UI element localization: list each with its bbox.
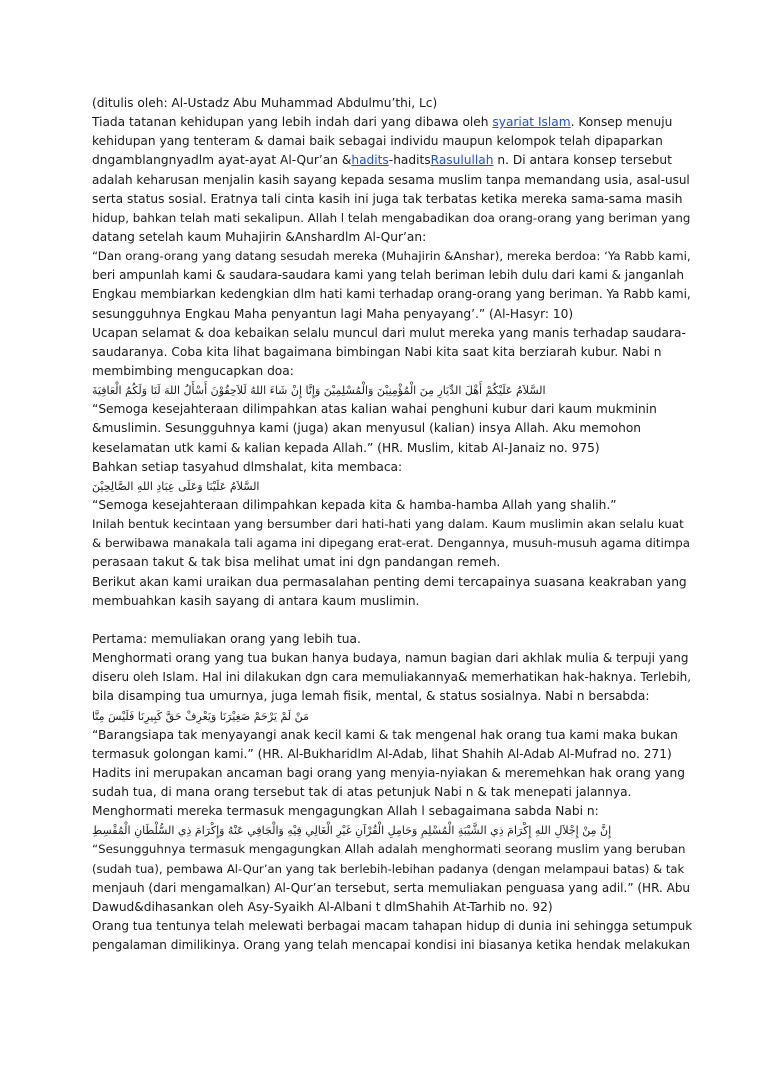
- byline: (ditulis oleh: Al-Ustadz Abu Muhammad Abdulmu’thi, Lc): [92, 96, 438, 110]
- section-heading: Pertama: memuliakan orang yang lebih tua.: [92, 631, 361, 646]
- arabic-text: [92, 477, 692, 496]
- translation-line: (sudah tua), pembawa Al-Qur’an yang tak berlebih-lebihan padanya (dengan melampaui batas) & tak: [92, 861, 685, 876]
- arabic-text: [92, 821, 692, 840]
- paragraph-line: Inilah bentuk kecintaan yang bersumber dari hati-hati yang dalam. Kaum muslimin akan selalu kuat: [92, 517, 684, 532]
- translation-line: “Semoga kesejahteraan dilimpahkan kepada kita & hamba-hamba Allah yang shalih.”: [92, 497, 617, 512]
- arabic-hadith-glorify: إِنَّ مِنْ إِجْلاَلِ اللهِ إِكْرَامَ ذِي الشَّيْبَةِ الْمُسْلِمِ وَحَامِلِ الْقُرْآنِ غَيْرِ الْغَالِي فِيْهِ وَالْجَافِي عَنْهُ وَإِكْرَامَ ذِي السُّلْطَانِ الْمُقْسِطِ: [92, 824, 612, 838]
- paragraph-line: membimbing mengucapkan doa:: [92, 363, 294, 378]
- hadits-link[interactable]: hadits: [351, 153, 389, 168]
- quote-line: beri ampunlah kami & saudara-saudara kami yang telah beriman lebih dulu dari kami & janganlah: [92, 268, 684, 283]
- quote-line: sesungguhnya Engkau Maha penyantun lagi Maha penyayang’.” (Al-Hasyr: 10): [92, 306, 574, 321]
- syariat-islam-link[interactable]: syariat Islam: [492, 115, 571, 130]
- paragraph-line: perasaan takut & tak bisa melihat umat ini dgn pandangan remeh.: [92, 555, 501, 570]
- translation-line: keselamatan utk kami & kalian kepada Allah.” (HR. Muslim, kitab Al-Janaiz no. 975): [92, 440, 600, 455]
- blank-line: [92, 611, 692, 630]
- translation-line: “Sesungguhnya termasuk mengagungkan Allah adalah menghormati seorang muslim yang beruban: [92, 842, 686, 857]
- translation-line: “Semoga kesejahteraan dilimpahkan atas kalian wahai penghuni kubur dari kaum mukminin: [92, 402, 657, 417]
- arabic-text: [92, 707, 692, 726]
- paragraph-line: Ucapan selamat & doa kebaikan selalu muncul dari mulut mereka yang manis terhadap saudara-: [92, 325, 686, 340]
- paragraph-line: membuahkan kasih sayang di antara kaum muslimin.: [92, 593, 420, 608]
- paragraph-line: diseru oleh Islam. Hal ini dilakukan dgn cara memuliakannya& memerhatikan hak-haknya. Terlebih,: [92, 670, 692, 685]
- paragraph-line: & berwibawa manakala tali agama ini dipegang erat-erat. Dengannya, musuh-musuh agama ditimpa: [92, 536, 690, 551]
- document-body: [92, 94, 692, 955]
- paragraph-line: sudah tua, di mana orang tersebut tak di atas petunjuk Nabi n & tak menepati jalannya.: [92, 785, 632, 800]
- paragraph-line: adalah keharusan menjalin kasih sayang kepada sesama muslim tanpa memandang usia, asal-usul: [92, 172, 690, 187]
- paragraph-line: bila disamping tua umurnya, juga lemah fisik, mental, & status sosialnya. Nabi n bersabda:: [92, 689, 650, 704]
- paragraph-line: Bahkan setiap tasyahud dlmshalat, kita membaca:: [92, 459, 403, 474]
- paragraph-line: kehidupan yang tenteram & damai baik sebagai individu maupun kelompok telah dipaparkan: [92, 134, 663, 149]
- arabic-tasyahud: السَّلاَمُ عَلَيْنَا وَعَلَى عِبَادِ اللهِ الصَّالِحِيْنَ: [92, 479, 260, 493]
- paragraph-line: Berikut akan kami uraikan dua permasalahan penting demi tercapainya suasana keakraban yang: [92, 574, 687, 589]
- paragraph-line: pengalaman dimilikinya. Orang yang telah mencapai kondisi ini biasanya ketika hendak melakukan: [92, 938, 691, 953]
- paragraph-line: serta status sosial. Eratnya tali cinta kasih ini juga tak terbatas ketika mereka sama-sama masih: [92, 191, 683, 206]
- arabic-dua-ziarah: السَّلاَمُ عَلَيْكُمْ أَهْلَ الدِّيَارِ مِنَ الْمُؤْمِنِيْنَ وَالْمُسْلِمِيْنَ وَإِنَّا إِنْ شَاءَ اللهُ لَلاَحِقُوْنَ أَسْأَلُ اللهَ لَنَا وَلَكُمُ الْعَافِيَةَ: [92, 384, 546, 398]
- paragraph-line: Menghormati mereka termasuk mengagungkan Allah l sebagaimana sabda Nabi n:: [92, 804, 599, 819]
- translation-line: Dawud&dihasankan oleh Asy-Syaikh Al-Albani t dlmShahih At-Tarhib no. 92): [92, 899, 553, 914]
- rasulullah-link[interactable]: Rasulullah: [430, 153, 494, 168]
- paragraph-line: hidup, bahkan telah mati sekalipun. Allah l telah mengabadikan doa orang-orang yang beriman yang: [92, 210, 691, 225]
- paragraph-line: saudaranya. Coba kita lihat bagaimana bimbingan Nabi kita saat kita berziarah kubur. Nabi n: [92, 344, 662, 359]
- quote-line: Engkau membiarkan kedengkian dlm hati kami terhadap orang-orang yang beriman. Ya Rabb kami,: [92, 287, 691, 302]
- paragraph-line: Hadits ini merupakan ancaman bagi orang yang menyia-nyiakan & meremehkan hak orang yang: [92, 765, 685, 780]
- paragraph-line: dngamblangnyadlm ayat-ayat Al-Qur’an &hadits-haditsRasulullah n. Di antara konsep tersebut: [92, 153, 672, 168]
- arabic-hadith-respect: مَنْ لَمْ يَرْحَمْ صَغِيْرَنَا وَيَعْرِفْ حَقَّ كَبِيرِنَا فَلَيْسَ مِنَّا: [92, 709, 309, 723]
- arabic-text: [92, 381, 692, 400]
- paragraph-line: Orang tua tentunya telah melewati berbagai macam tahapan hidup di dunia ini sehingga setumpuk: [92, 919, 693, 934]
- translation-line: &muslimin. Sesungguhnya kami (juga) akan menyusul (kalian) insya Allah. Aku memohon: [92, 421, 642, 436]
- translation-line: menjauh (dari mengamalkan) Al-Qur’an tersebut, serta memuliakan penguasa yang adil.” (HR. Abu: [92, 880, 691, 895]
- quote-line: “Dan orang-orang yang datang sesudah mereka (Muhajirin &Anshar), mereka berdoa: ‘Ya Rabb kami,: [92, 249, 691, 264]
- paragraph-line: datang setelah kaum Muhajirin &Anshardlm Al-Qur’an:: [92, 229, 427, 244]
- paragraph-line: Tiada tatanan kehidupan yang lebih indah dari yang dibawa oleh syariat Islam. Konsep menuju: [92, 115, 673, 130]
- translation-line: “Barangsiapa tak menyayangi anak kecil kami & tak mengenal hak orang tua kami maka bukan: [92, 727, 678, 742]
- translation-line: termasuk golongan kami.” (HR. Al-Bukharidlm Al-Adab, lihat Shahih Al-Adab Al-Mufrad no. 271): [92, 746, 672, 761]
- paragraph-line: Menghormati orang yang tua bukan hanya budaya, namun bagian dari akhlak mulia & terpuji yang: [92, 651, 689, 666]
